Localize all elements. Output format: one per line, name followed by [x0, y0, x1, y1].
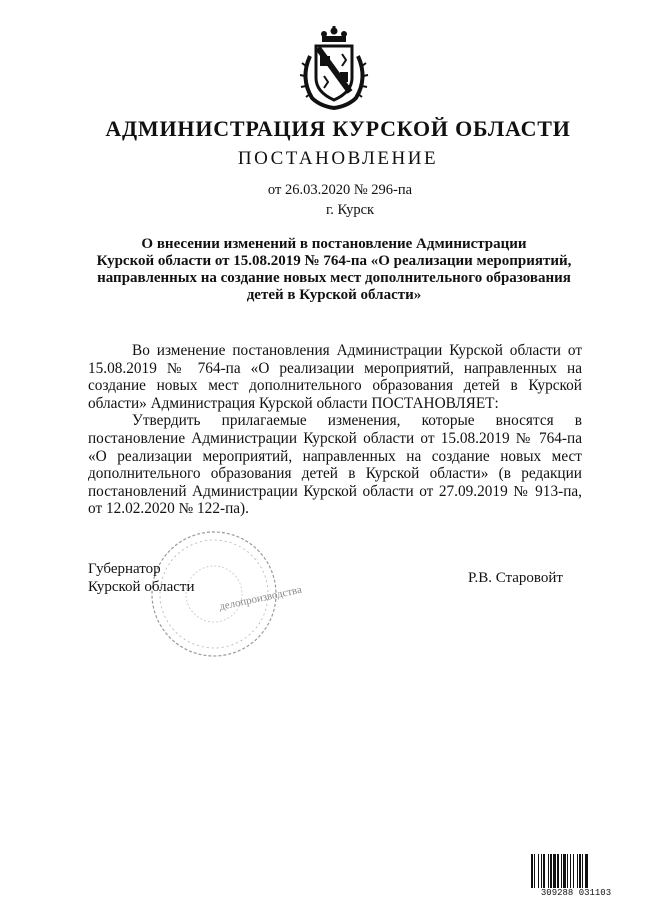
document-date-number: от 26.03.2020 № 296-па: [267, 182, 413, 198]
subject-line: Курской области от 15.08.2019 № 764-па «О реализации мероприятий,: [96, 253, 572, 269]
subject-line: О внесении изменений в постановление Администрации: [141, 236, 527, 252]
barcode-number: 309288 031103: [530, 888, 622, 898]
subject-line: детей в Курской области»: [246, 287, 422, 303]
svg-text:делопроизводства: делопроизводства: [218, 583, 303, 613]
signatory-title-line: Курской области: [88, 579, 195, 595]
document-subject: [86, 236, 582, 304]
body-paragraph: Утвердить прилагаемые изменения, которые вносятся в постановление Администрации Курской области от 15.08.2019 № 764-па «О реализации мероприятий, направленных на создание новых мест дополнительного образования детей в Курской области» (в редакции постановлений Администрации Курской области от 27.09.2019 № 913-па, от 12.02.2020 № 122-па).: [88, 412, 582, 518]
signatory-title: [88, 560, 194, 596]
organization-title: АДМИНИСТРАЦИЯ КУРСКОЙ ОБЛАСТИ: [105, 116, 571, 141]
document-body: [88, 342, 582, 518]
body-paragraph: Во изменение постановления Администрации Курской области от 15.08.2019 № 764-па «О реализации мероприятий, направленных на создание новых мест дополнительного образования детей в Курской области» Администрация Курской области ПОСТАНОВЛЯЕТ:: [88, 342, 582, 412]
document-city: г. Курск: [325, 202, 375, 218]
subject-line: направленных на создание новых мест дополнительного образования: [97, 270, 571, 286]
coat-of-arms-icon: [296, 26, 372, 110]
document-type: ПОСТАНОВЛЕНИЕ: [237, 148, 439, 169]
signatory-name: Р.В. Старовойт: [468, 570, 563, 586]
signatory-title-line: Губернатор: [88, 561, 161, 577]
